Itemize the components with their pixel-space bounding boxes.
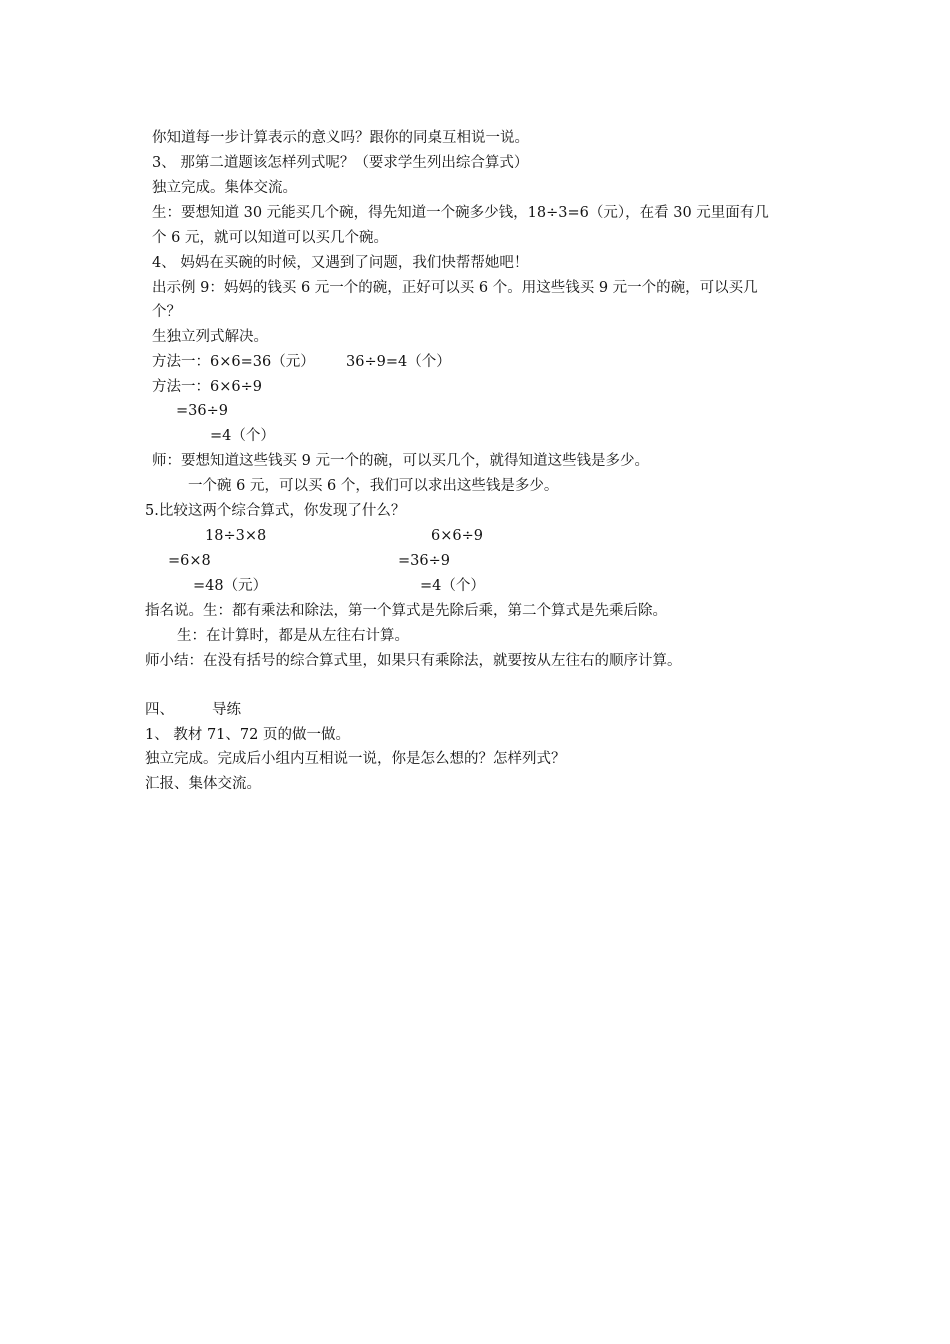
section-heading: 导练 — [212, 702, 241, 718]
text-line: =4（个） — [210, 428, 275, 444]
text-line: 3、 那第二道题该怎样列式呢？（要求学生列出综合算式） — [152, 155, 529, 171]
text-line: =36÷9 — [176, 403, 228, 419]
text-line: 指名说。生：都有乘法和除法，第一个算式是先除后乘，第二个算式是先乘后除。 — [145, 603, 667, 619]
text-line: 个？ — [152, 304, 181, 320]
text-line: 独立完成。集体交流。 — [152, 180, 297, 196]
text-line: 生：在计算时，都是从左往右计算。 — [177, 628, 409, 644]
text-line: =36÷9 — [398, 553, 450, 569]
text-line: 5.比较这两个综合算式，你发现了什么？ — [145, 503, 406, 519]
text-line: 18÷3×8 — [205, 528, 267, 544]
text-line: =6×8 — [168, 553, 211, 569]
text-line: 你知道每一步计算表示的意义吗？跟你的同桌互相说一说。 — [152, 130, 529, 146]
text-line: 独立完成。完成后小组内互相说一说，你是怎么想的？怎样列式？ — [145, 751, 566, 767]
text-line: 36÷9=4（个） — [346, 354, 451, 370]
text-line: 1、 教材 71、72 页的做一做。 — [145, 727, 350, 743]
text-line: 6×6÷9 — [431, 528, 483, 544]
text-line: 汇报、集体交流。 — [145, 776, 261, 792]
text-line: 方法一：6×6÷9 — [152, 379, 262, 395]
text-line: =4（个） — [420, 578, 485, 594]
text-line: 个 6 元，就可以知道可以买几个碗。 — [152, 230, 388, 246]
text-line: 4、 妈妈在买碗的时候，又遇到了问题，我们快帮帮她吧！ — [152, 255, 529, 271]
text-line: 生：要想知道 30 元能买几个碗，得先知道一个碗多少钱，18÷3=6（元），在看 30 元里面有几 — [152, 205, 769, 221]
text-line: 师小结：在没有括号的综合算式里，如果只有乘除法，就要按从左往右的顺序计算。 — [145, 653, 682, 669]
text-line: 一个碗 6 元，可以买 6 个，我们可以求出这些钱是多少。 — [188, 478, 559, 494]
text-line: =48（元） — [193, 578, 268, 594]
text-line: 方法一：6×6=36（元） — [152, 354, 315, 370]
text-line: 师：要想知道这些钱买 9 元一个的碗，可以买几个，就得知道这些钱是多少。 — [152, 453, 649, 469]
text-line: 出示例 9：妈妈的钱买 6 元一个的碗，正好可以买 6 个。用这些钱买 9 元一个的碗，可以买几 — [152, 280, 758, 296]
section-number: 四、 — [145, 702, 174, 718]
text-line: 生独立列式解决。 — [152, 329, 268, 345]
